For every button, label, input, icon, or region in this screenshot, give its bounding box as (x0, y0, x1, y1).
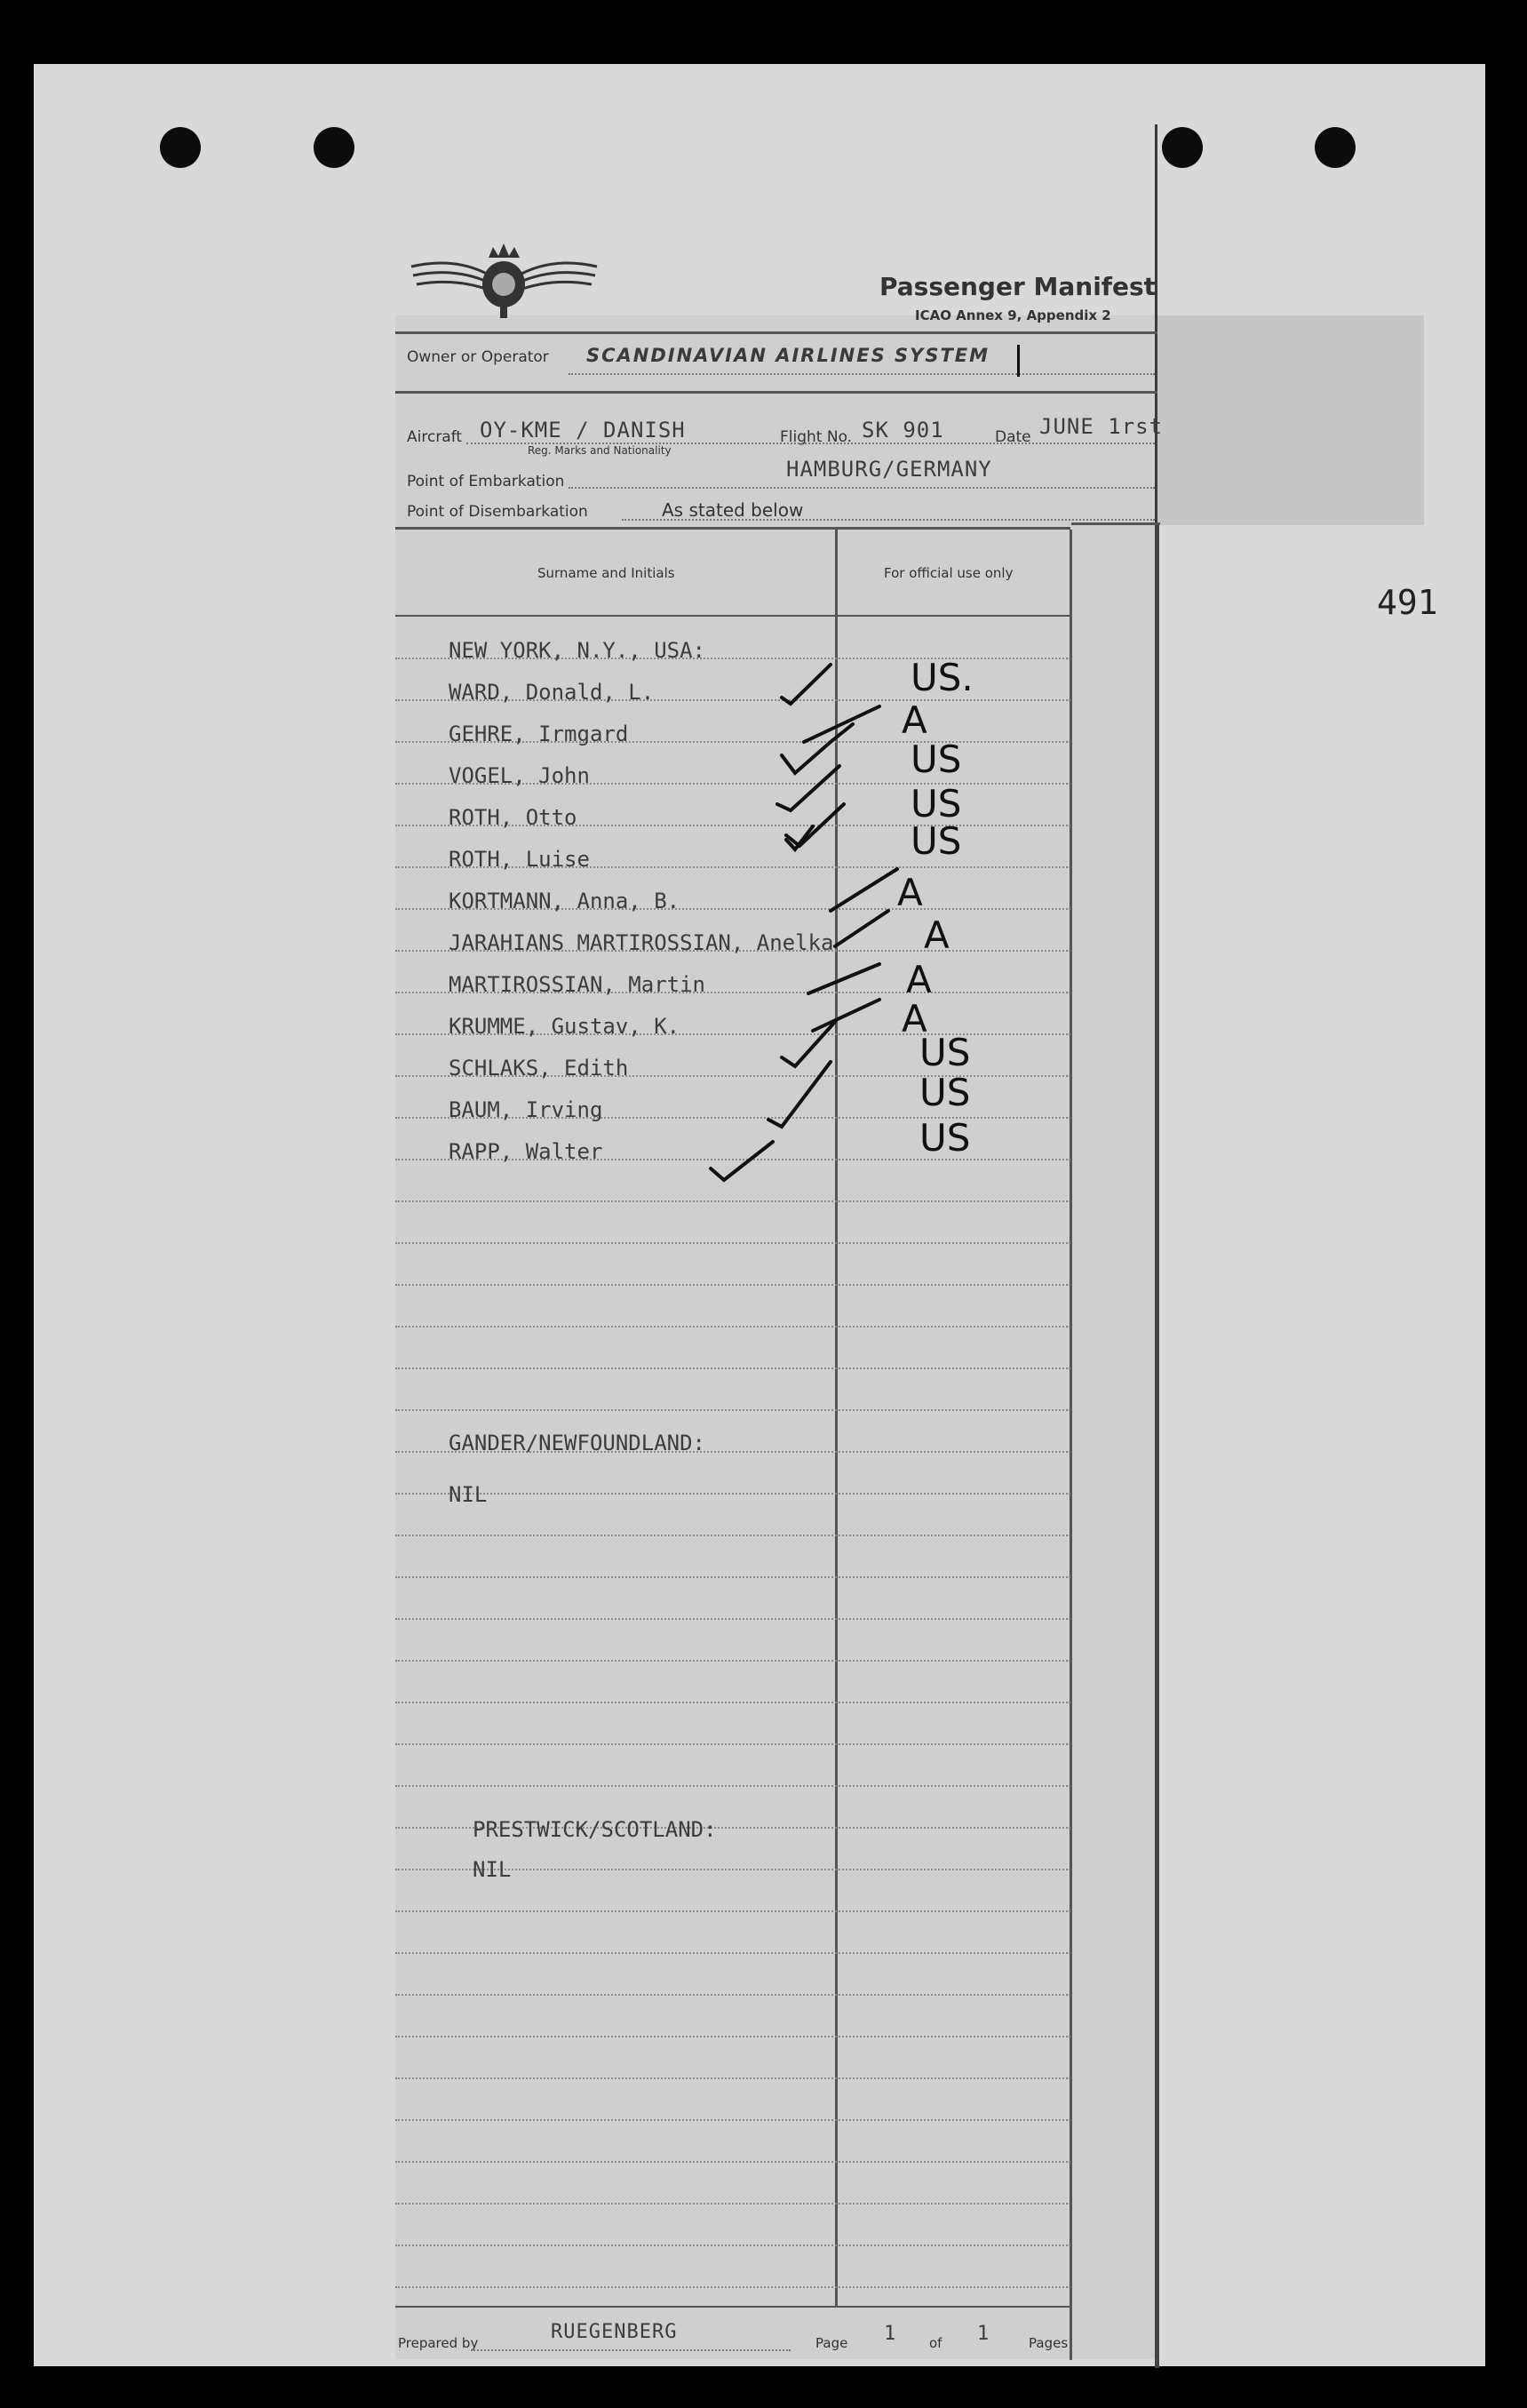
pages-label: Pages (1029, 2335, 1069, 2351)
passenger-name: KORTMANN, Anna, B. (449, 889, 680, 913)
column-header-official: For official use only (884, 565, 1014, 581)
official-mark: A (902, 698, 927, 742)
aircraft-label: Aircraft (407, 428, 463, 446)
checkmark-icon (768, 1062, 831, 1127)
passenger-name: VOGEL, John (449, 763, 590, 788)
embark-value: HAMBURG/GERMANY (786, 457, 992, 482)
embark-label: Point of Embarkation (407, 473, 565, 490)
checkmark-icon (782, 724, 853, 773)
official-mark: A (897, 871, 923, 914)
passenger-name: GEHRE, Irmgard (449, 722, 629, 746)
form-title: Passenger Manifest (879, 272, 1157, 301)
archive-page-number: 491 (1377, 583, 1438, 622)
page-label: Page (815, 2335, 848, 2351)
official-mark: US (911, 738, 962, 781)
date-value: JUNE 1rst (1039, 414, 1164, 439)
disembark-label: Point of Disembarkation (407, 503, 588, 521)
owner-value: SCANDINAVIAN AIRLINES SYSTEM (586, 345, 990, 366)
page-value: 1 (884, 2323, 897, 2345)
checkmark-icon (808, 964, 879, 993)
passenger-name: KRUMME, Gustav, K. (449, 1014, 680, 1039)
section-note: NIL (449, 1482, 488, 1507)
official-mark: A (906, 958, 932, 1001)
owner-label: Owner or Operator (407, 348, 549, 366)
checkmark-icon (777, 766, 839, 810)
flight-label: Flight No. (780, 428, 853, 446)
divider (395, 2306, 1070, 2308)
aircraft-value: OY-KME / DANISH (480, 418, 686, 443)
aircraft-sub-label: Reg. Marks and Nationality (528, 444, 672, 457)
official-mark: US (919, 1031, 971, 1074)
checkmark-icon (786, 804, 844, 846)
official-mark: US (911, 782, 962, 825)
passenger-name: ROTH, Otto (449, 805, 577, 830)
passenger-name: SCHLAKS, Edith (449, 1056, 629, 1080)
official-mark: US. (911, 656, 974, 699)
official-mark: A (924, 913, 950, 957)
passenger-name: WARD, Donald, L. (449, 680, 655, 705)
section-heading: PRESTWICK/SCOTLAND: (473, 1817, 717, 1842)
passenger-name: BAUM, Irving (449, 1097, 603, 1122)
section-note: NIL (473, 1857, 512, 1882)
disembark-value: As stated below (662, 499, 804, 521)
official-mark: US (911, 819, 962, 863)
checkmark-icon (831, 869, 897, 911)
passenger-name: RAPP, Walter (449, 1139, 603, 1164)
official-mark: A (902, 997, 927, 1041)
column-header-names: Surname and Initials (537, 565, 675, 581)
passenger-name: ROTH, Luise (449, 847, 590, 872)
checkmark-icon (835, 911, 888, 946)
checkmark-icon (804, 706, 879, 742)
of-label: of (929, 2335, 942, 2351)
form-subtitle: ICAO Annex 9, Appendix 2 (915, 307, 1111, 323)
section-heading: GANDER/NEWFOUNDLAND: (449, 1431, 705, 1455)
of-value: 1 (977, 2323, 990, 2345)
section-heading: NEW YORK, N.Y., USA: (449, 638, 705, 663)
passenger-name: MARTIROSSIAN, Martin (449, 972, 705, 997)
official-mark: US (919, 1116, 971, 1160)
flight-value: SK 901 (862, 418, 944, 443)
date-label: Date (995, 428, 1031, 446)
prepared-by-value: RUEGENBERG (551, 2321, 678, 2343)
checkmark-icon (782, 1022, 835, 1066)
checkmark-icon (782, 665, 831, 704)
passenger-name: JARAHIANS MARTIROSSIAN, Anelka (449, 930, 834, 955)
checkmark-icon (711, 1142, 773, 1180)
official-mark: US (919, 1071, 971, 1114)
prepared-by-label: Prepared by (398, 2335, 479, 2351)
field-line (471, 2349, 791, 2351)
checkmark-icon (813, 1000, 879, 1031)
